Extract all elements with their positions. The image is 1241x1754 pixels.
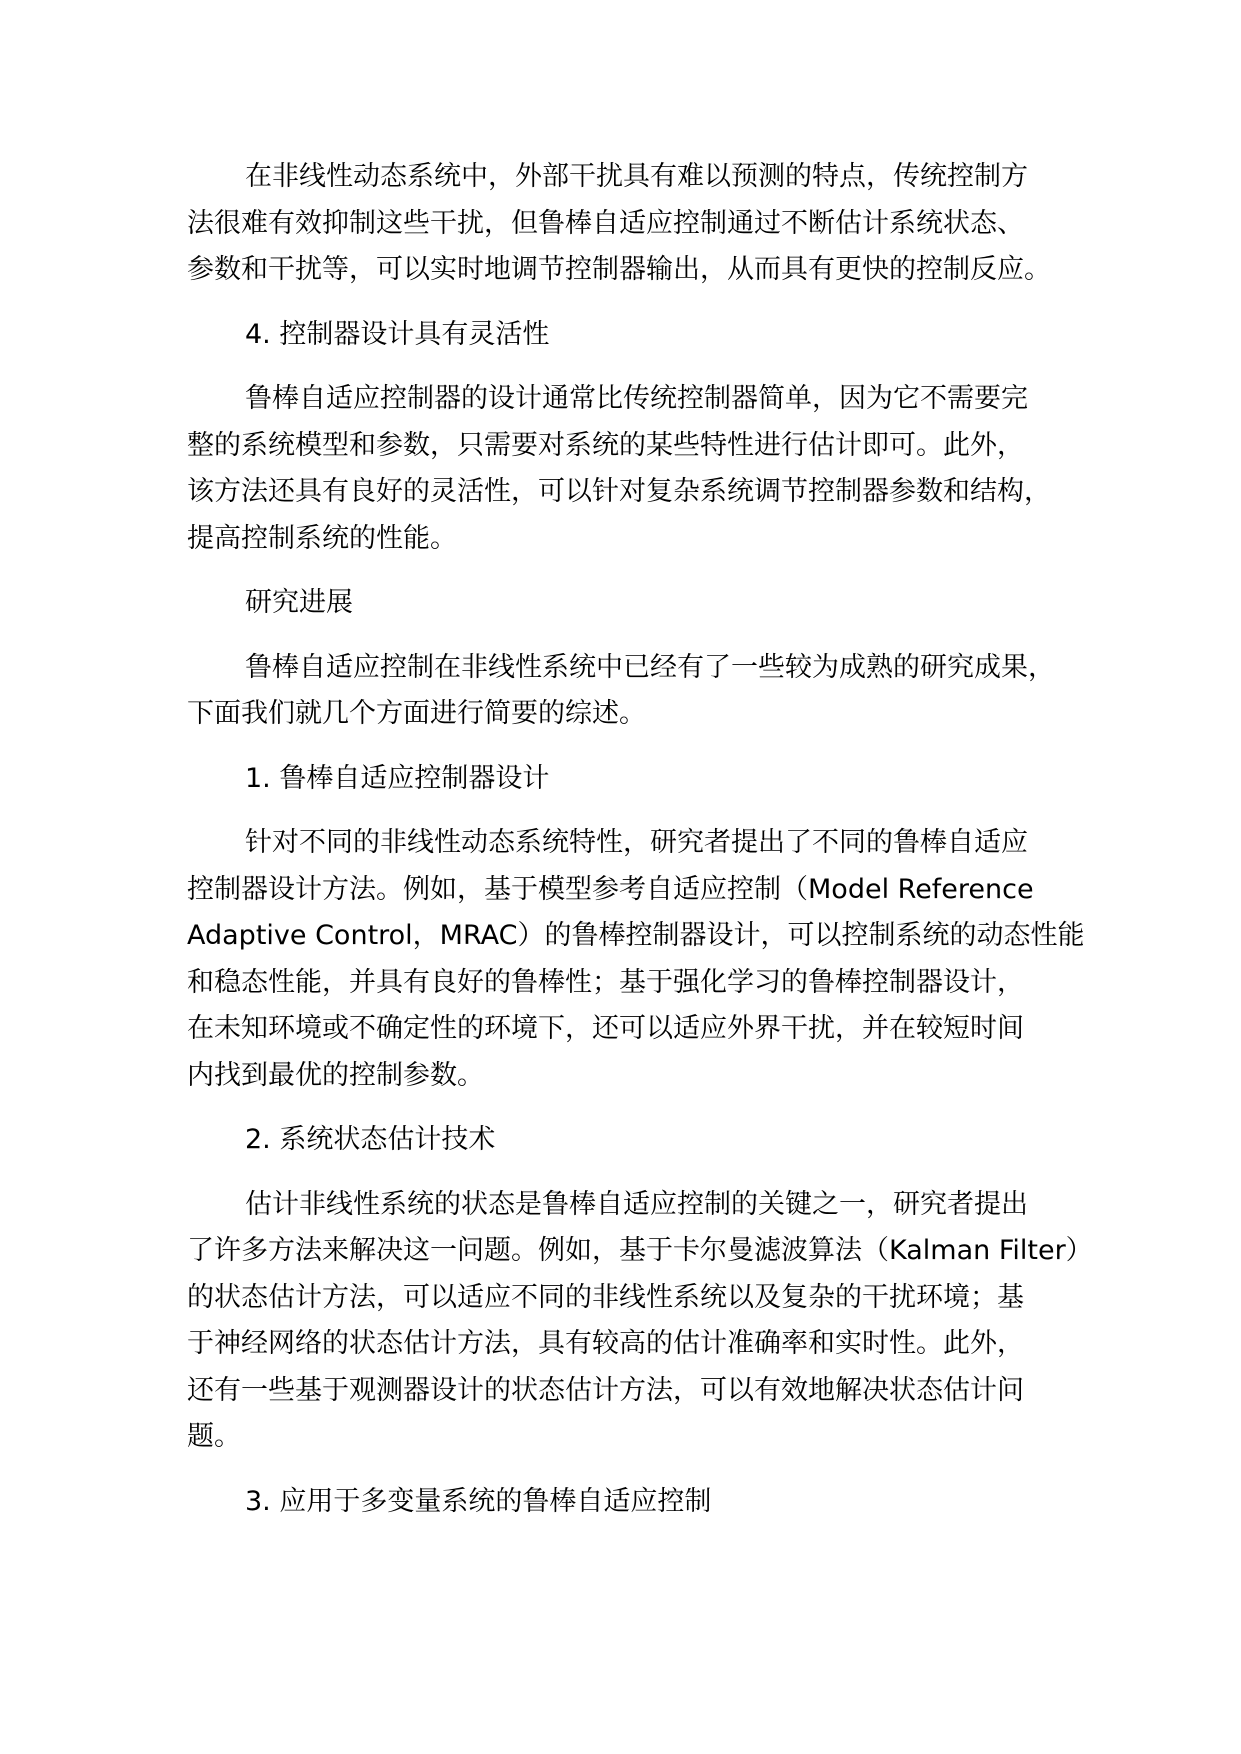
paragraph-line: 控制器设计方法。例如，基于模型参考自适应控制（Model Reference <box>187 873 1034 905</box>
paragraph-line: 鲁棒自适应控制在非线性系统中已经有了一些较为成熟的研究成果， <box>245 651 1055 683</box>
paragraph-line: 在非线性动态系统中，外部干扰具有难以预测的特点，传统控制方 <box>245 161 1028 192</box>
paragraph-line: 提高控制系统的性能。 <box>187 522 457 554</box>
paragraph-line: 题。 <box>187 1421 241 1452</box>
section-heading: 2. 系统状态估计技术 <box>245 1124 496 1155</box>
section-heading: 1. 鲁棒自适应控制器设计 <box>245 762 550 794</box>
section-heading: 3. 应用于多变量系统的鲁棒自适应控制 <box>245 1485 712 1517</box>
section-heading: 4. 控制器设计具有灵活性 <box>245 318 550 350</box>
paragraph-line: 了许多方法来解决这一问题。例如，基于卡尔曼滤波算法（Kalman Filter） <box>187 1235 1093 1266</box>
paragraph-line: 针对不同的非线性动态系统特性，研究者提出了不同的鲁棒自适应 <box>245 827 1028 858</box>
section-heading: 研究进展 <box>245 587 353 618</box>
paragraph-line: 整的系统模型和参数，只需要对系统的某些特性进行估计即可。此外， <box>187 429 1024 461</box>
paragraph <box>187 820 1087 1099</box>
paragraph-line: 下面我们就几个方面进行简要的综述。 <box>187 698 646 729</box>
paragraph <box>187 154 1087 294</box>
paragraph-line: 参数和干扰等，可以实时地调节控制器输出，从而具有更快的控制反应。 <box>187 254 1051 285</box>
paragraph <box>187 376 1087 562</box>
paragraph-line: 估计非线性系统的状态是鲁棒自适应控制的关键之一，研究者提出 <box>245 1188 1028 1220</box>
paragraph-line: Adaptive Control，MRAC）的鲁棒控制器设计，可以控制系统的动态性能 <box>187 920 1085 951</box>
paragraph <box>187 645 1087 738</box>
paragraph-line: 法很难有效抑制这些干扰，但鲁棒自适应控制通过不断估计系统状态、 <box>187 207 1024 239</box>
paragraph-line: 还有一些基于观测器设计的状态估计方法，可以有效地解决状态估计问 <box>187 1374 1024 1406</box>
paragraph-line: 和稳态性能，并具有良好的鲁棒性；基于强化学习的鲁棒控制器设计， <box>187 966 1024 998</box>
paragraph <box>187 1182 1093 1461</box>
paragraph-line: 于神经网络的状态估计方法，具有较高的估计准确率和实时性。此外， <box>187 1328 1024 1359</box>
document-body <box>187 154 1093 1543</box>
paragraph-line: 内找到最优的控制参数。 <box>187 1059 484 1091</box>
paragraph-line: 鲁棒自适应控制器的设计通常比传统控制器简单，因为它不需要完 <box>245 383 1028 414</box>
paragraph-line: 在未知环境或不确定性的环境下，还可以适应外界干扰，并在较短时间 <box>187 1013 1024 1044</box>
paragraph-line: 的状态估计方法，可以适应不同的非线性系统以及复杂的干扰环境；基 <box>187 1281 1024 1313</box>
paragraph-line: 该方法还具有良好的灵活性，可以针对复杂系统调节控制器参数和结构， <box>187 476 1051 507</box>
